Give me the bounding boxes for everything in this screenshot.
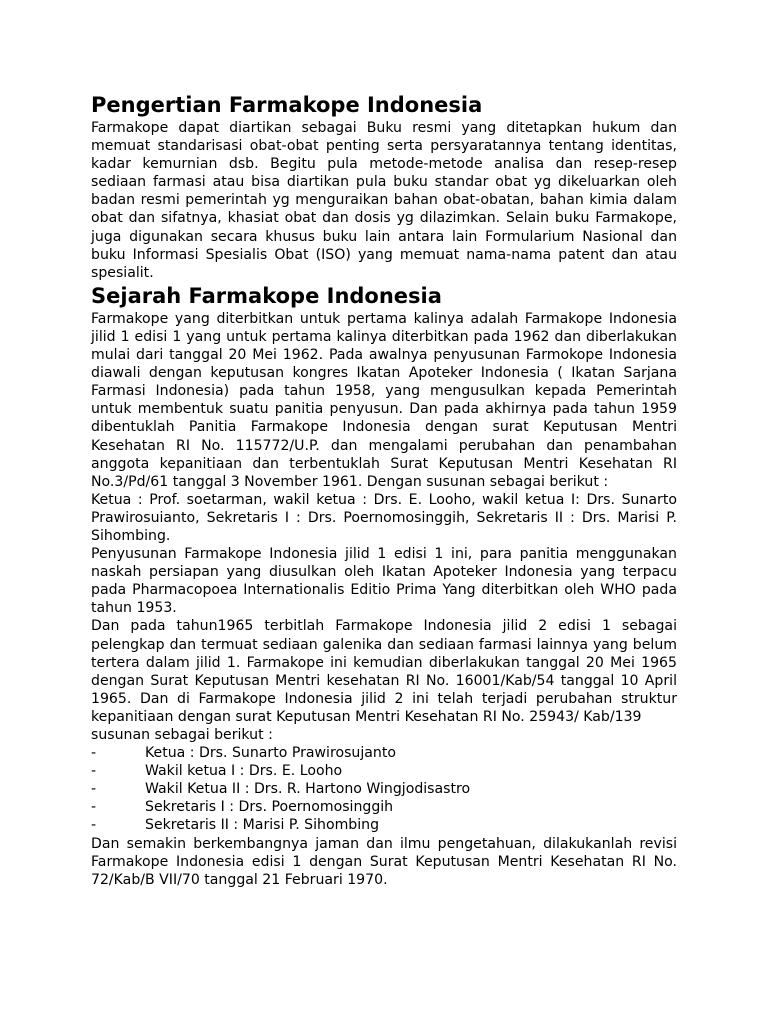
committee-list <box>91 744 677 834</box>
paragraph-sejarah-3: Dan pada tahun1965 terbitlah Farmakope Indonesia jilid 2 edisi 1 sebagai pelengkap dan termuat sediaan galenika dan sediaan farmasi lainnya yang belum tertera dalam jilid 1. Farmakope ini kemudian diberlakukan tanggal 20 Mei 1965 dengan Surat Keputusan Mentri kesehatan RI No. 16001/Kab/54 tanggal 10 April 1965. Dan di Farmakope Indonesia jilid 2 ini telah terjadi perubahan struktur kepanitiaan dengan surat Keputusan Mentri Kesehatan RI No. 25943/ Kab/139 <box>91 618 677 725</box>
list-dash: - <box>91 817 97 834</box>
list-item <box>91 744 677 762</box>
list-item <box>91 798 677 816</box>
paragraph-sejarah-1: Farmakope yang diterbitkan untuk pertama kalinya adalah Farmakope Indonesia jilid 1 edisi 1 yang untuk pertama kalinya diterbitkan pada 1962 dan diberlakukan mulai dari tanggal 20 Mei 1962. Pada awalnya penyusunan Farmokope Indonesia diawali dengan keputusan kongres Ikatan Apoteker Indonesia ( Ikatan Sarjana Farmasi Indonesia) pada tahun 1958, yang mengusulkan kepada Pemerintah untuk membentuk suatu panitia penyusun. Dan pada akhirnya pada tahun 1959 dibentuklah Panitia Farmakope Indonesia dengan surat Keputusan Mentri Kesehatan RI No. 115772/U.P. dan mengalami perubahan dan penambahan anggota kepanitiaan dan terbentuklah Surat Keputusan Mentri Kesehatan RI No.3/Pd/61 tanggal 3 November 1961. Dengan susunan sebagai berikut : <box>91 310 677 490</box>
list-dash: - <box>91 781 97 798</box>
paragraph-revisi: Dan semakin berkembangnya jaman dan ilmu pengetahuan, dilakukanlah revisi Farmakope Indonesia edisi 1 dengan Surat Keputusan Mentri Kesehatan RI No. 72/Kab/B VII/70 tanggal 21 Februari 1970. <box>91 835 677 888</box>
list-dash: - <box>91 745 97 762</box>
list-item-text: Sekretaris II : Marisi P. Sihombing <box>145 817 380 834</box>
list-item-text: Wakil ketua I : Drs. E. Looho <box>145 763 343 780</box>
paragraph-sejarah-committee: Ketua : Prof. soetarman, wakil ketua : Drs. E. Looho, wakil ketua I: Drs. Sunarto Prawirosuianto, Sekretaris I : Drs. Poernomosinggih, Sekretaris II : Drs. Marisi P. Sihombing. <box>91 491 677 544</box>
list-item-text: Sekretaris I : Drs. Poernomosinggih <box>145 799 394 816</box>
list-dash: - <box>91 763 97 780</box>
paragraph-sejarah-2: Penyusunan Farmakope Indonesia jilid 1 edisi 1 ini, para panitia menggunakan naskah persiapan yang diusulkan oleh Ikatan Apoteker Indonesia yang terpacu pada Pharmacopoea Internationalis Editio Prima Yang diterbitkan oleh WHO pada tahun 1953. <box>91 546 677 617</box>
paragraph-pengertian: Farmakope dapat diartikan sebagai Buku resmi yang ditetapkan hukum dan memuat standarisasi obat-obat penting serta persyaratannya tentang identitas, kadar kemurnian dsb. Begitu pula metode-metode analisa dan resep-resep sediaan farmasi atau bisa diartikan pula buku standar obat yg dikeluarkan oleh badan resmi pemerintah yg menguraikan bahan obat-obatan, bahan kimia dalam obat dan sifatnya, khasiat obat dan dosis yg dilazimkan. Selain buku Farmakope, juga digunakan secara khusus buku lain antara lain Formularium Nasional dan buku Informasi Spesialis Obat (ISO) yang memuat nama-nama patent dan atau spesialit. <box>91 120 677 281</box>
list-item-text: Ketua : Drs. Sunarto Prawirosujanto <box>145 745 396 762</box>
list-item <box>91 780 677 798</box>
list-item-text: Wakil Ketua II : Drs. R. Hartono Wingjodisastro <box>145 781 471 798</box>
list-dash: - <box>91 799 97 816</box>
list-item <box>91 816 677 834</box>
list-item <box>91 762 677 780</box>
document-page <box>91 91 677 889</box>
heading-pengertian: Pengertian Farmakope Indonesia <box>91 93 483 117</box>
paragraph-susunan: susunan sebagai berikut : <box>91 727 273 743</box>
heading-sejarah: Sejarah Farmakope Indonesia <box>91 283 442 308</box>
